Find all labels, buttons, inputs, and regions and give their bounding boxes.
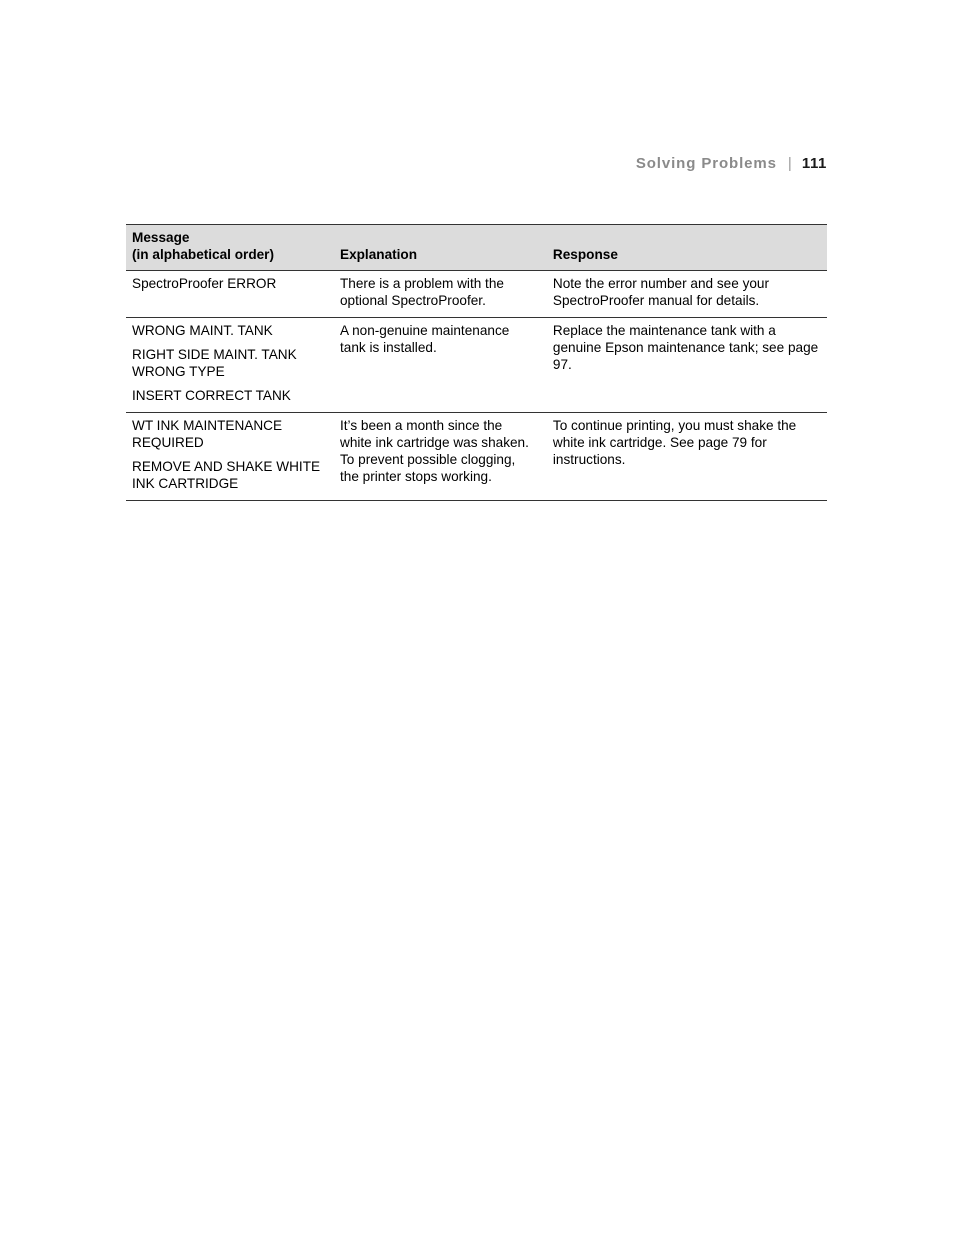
header-explanation: Explanation <box>328 225 541 271</box>
explanation-cell: There is a problem with the optional SpectroProofer. <box>328 271 541 318</box>
message-text: WT INK MAINTENANCE REQUIRED <box>132 418 283 450</box>
header-response: Response <box>541 225 827 271</box>
section-title: Solving Problems <box>635 155 777 172</box>
header-message-subtitle: (in alphabetical order) <box>132 247 275 262</box>
message-cell <box>126 318 328 413</box>
response-cell: To continue printing, you must shake the white ink cartridge. See page 79 for instructions. <box>541 413 827 501</box>
message-text: INSERT CORRECT TANK <box>132 388 291 403</box>
explanation-cell: A non-genuine maintenance tank is installed. <box>328 318 541 413</box>
message-text: REMOVE AND SHAKE WHITE INK CARTRIDGE <box>132 459 321 491</box>
header-separator: | <box>787 155 792 172</box>
response-cell: Note the error number and see your SpectroProofer manual for details. <box>541 271 827 318</box>
table-row <box>126 413 827 501</box>
response-cell: Replace the maintenance tank with a genuine Epson maintenance tank; see page 97. <box>541 318 827 413</box>
message-text: SpectroProofer ERROR <box>132 276 277 291</box>
table-row <box>126 271 827 318</box>
message-text: RIGHT SIDE MAINT. TANK WRONG TYPE <box>132 347 297 379</box>
table-header-row <box>126 225 827 271</box>
header-message <box>126 225 328 271</box>
message-cell <box>126 271 328 318</box>
page-number: 111 <box>801 155 827 172</box>
error-message-table <box>126 224 827 501</box>
message-cell <box>126 413 328 501</box>
message-text: WRONG MAINT. TANK <box>132 323 273 338</box>
table-row <box>126 318 827 413</box>
header-message-title: Message <box>132 230 190 245</box>
explanation-cell: It’s been a month since the white ink cartridge was shaken. To prevent possible clogging, the printer stops working. <box>328 413 541 501</box>
running-head <box>636 154 827 174</box>
